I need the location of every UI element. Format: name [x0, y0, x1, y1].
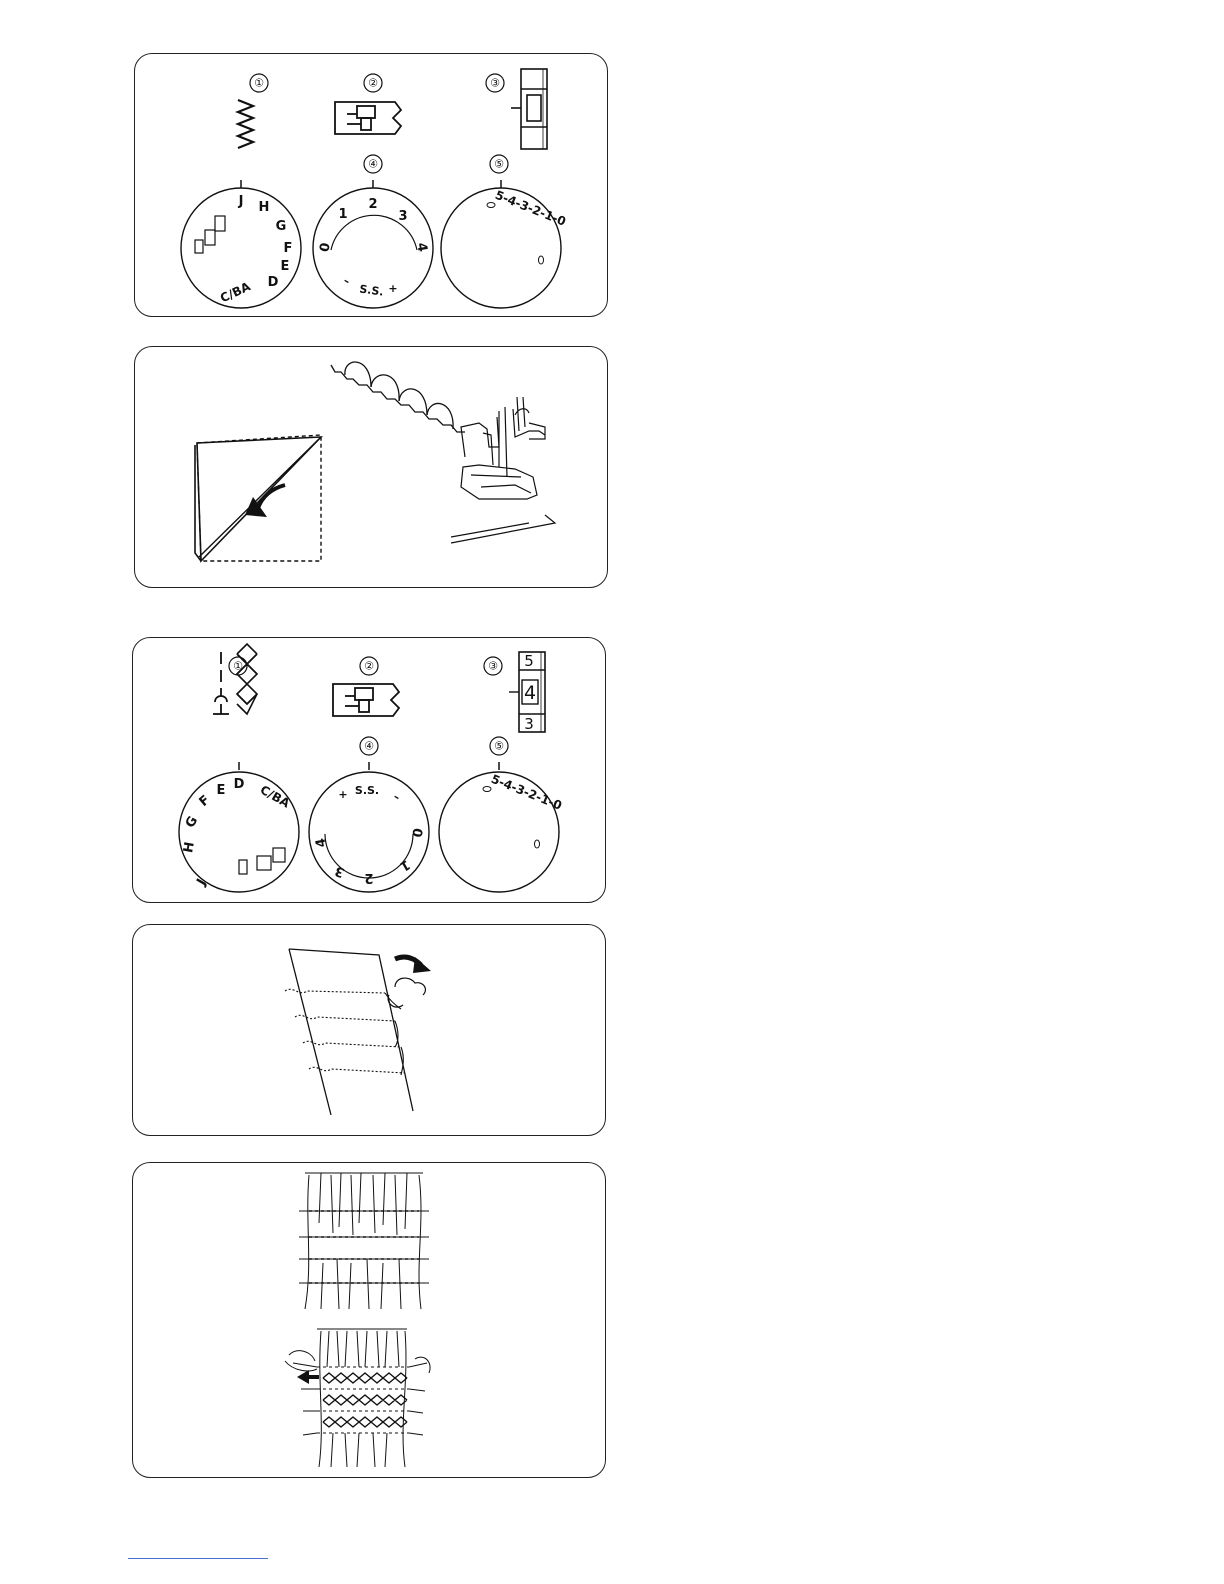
- fabric-strip: [289, 949, 413, 1115]
- tension-scale-icon: [511, 69, 547, 149]
- width-number-2: 2: [368, 197, 378, 212]
- dial-letter-g: G: [182, 813, 202, 831]
- tension-value-3: 3: [524, 715, 534, 733]
- dial-letter-e: E: [280, 259, 290, 274]
- width-number-1: 1: [397, 856, 413, 874]
- width-minus: –: [391, 789, 403, 804]
- shell-tuck-sewing-panel: [134, 346, 608, 588]
- width-number-3: 3: [332, 862, 347, 880]
- shell-stitch-line: [331, 362, 465, 432]
- presser-foot-icon: [335, 102, 401, 134]
- label-3: ③: [488, 659, 498, 673]
- width-minus: –: [341, 273, 353, 288]
- label-1: ①: [254, 76, 264, 90]
- presser-foot-illustration: [451, 397, 555, 543]
- dial-letter-j: J: [194, 876, 210, 889]
- folded-fabric-icon: [195, 435, 321, 561]
- width-number-4: 4: [313, 836, 330, 849]
- dial-letter-h: H: [258, 200, 270, 215]
- dial-letter-d: D: [267, 275, 279, 290]
- pull-left-arrow-icon: [297, 1370, 319, 1384]
- dial-letter-f: F: [196, 792, 213, 810]
- shell-tuck-illustration: [135, 347, 609, 589]
- width-number-2: 2: [364, 870, 374, 885]
- width-ss: S.S.: [354, 784, 380, 797]
- smocking-illustration: [133, 1163, 607, 1479]
- shell-tuck-stitch-icon: [238, 100, 253, 148]
- width-number-1: 1: [338, 207, 348, 222]
- dial-letter-j: J: [238, 194, 244, 209]
- length-scale: 5-4-3-2-1-0: [489, 771, 564, 813]
- stitch-length-dial: [441, 180, 568, 308]
- label-4: ④: [364, 739, 374, 753]
- width-ss: S.S.: [358, 282, 385, 299]
- stitch-length-dial: [439, 762, 564, 892]
- width-number-3: 3: [398, 209, 408, 224]
- length-scale: 5-4-3-2-1-0: [493, 187, 568, 229]
- width-plus: +: [338, 788, 348, 801]
- footer-rule: [128, 1558, 268, 1559]
- settings-panel-shell-tuck: [134, 53, 608, 317]
- tension-value-5: 5: [524, 652, 534, 670]
- stitch-width-dial: [313, 180, 433, 308]
- settings-illustration: [135, 54, 609, 318]
- gathering-illustration: [133, 925, 607, 1137]
- stitch-width-dial: [309, 762, 429, 892]
- dial-letter-f: F: [283, 241, 293, 256]
- dial-letter-cba: C/BA: [257, 782, 293, 811]
- width-number-0: 0: [317, 241, 334, 254]
- smocking-stitch-rows: [323, 1373, 407, 1427]
- settings-panel-smocking: [132, 637, 606, 903]
- dial-letter-cba: C/BA: [218, 279, 253, 306]
- presser-foot-icon: [333, 684, 399, 716]
- label-3: ③: [490, 76, 500, 90]
- dial-letter-d: D: [233, 777, 245, 792]
- label-5: ⑤: [494, 157, 504, 171]
- threads-left-side: [285, 1351, 317, 1435]
- width-plus: +: [388, 282, 398, 295]
- threads-right-side: [409, 1357, 430, 1435]
- smocked-fabric-bottom: [317, 1329, 409, 1467]
- label-4: ④: [368, 157, 378, 171]
- label-2: ②: [364, 659, 374, 673]
- tension-value-4: 4: [523, 682, 537, 704]
- smocking-result-panel: [132, 1162, 606, 1478]
- pull-arrow-icon: [395, 957, 431, 973]
- pattern-selector-dial: [181, 180, 301, 308]
- label-2: ②: [368, 76, 378, 90]
- width-number-4: 4: [413, 241, 430, 254]
- dial-letter-e: E: [216, 783, 226, 798]
- smocking-stitch-icon: [213, 644, 257, 714]
- dial-letter-g: G: [275, 219, 287, 234]
- width-number-0: 0: [408, 826, 425, 839]
- label-1: ①: [233, 659, 243, 673]
- pattern-selector-dial: [179, 762, 299, 892]
- tension-scale-icon: [509, 652, 545, 733]
- gathering-threads-panel: [132, 924, 606, 1136]
- label-5: ⑤: [494, 739, 504, 753]
- settings-illustration-smocking: [133, 638, 607, 904]
- gathered-fabric-top: [299, 1173, 429, 1309]
- fold-arrow-icon: [245, 485, 285, 517]
- dial-letter-h: H: [181, 840, 198, 855]
